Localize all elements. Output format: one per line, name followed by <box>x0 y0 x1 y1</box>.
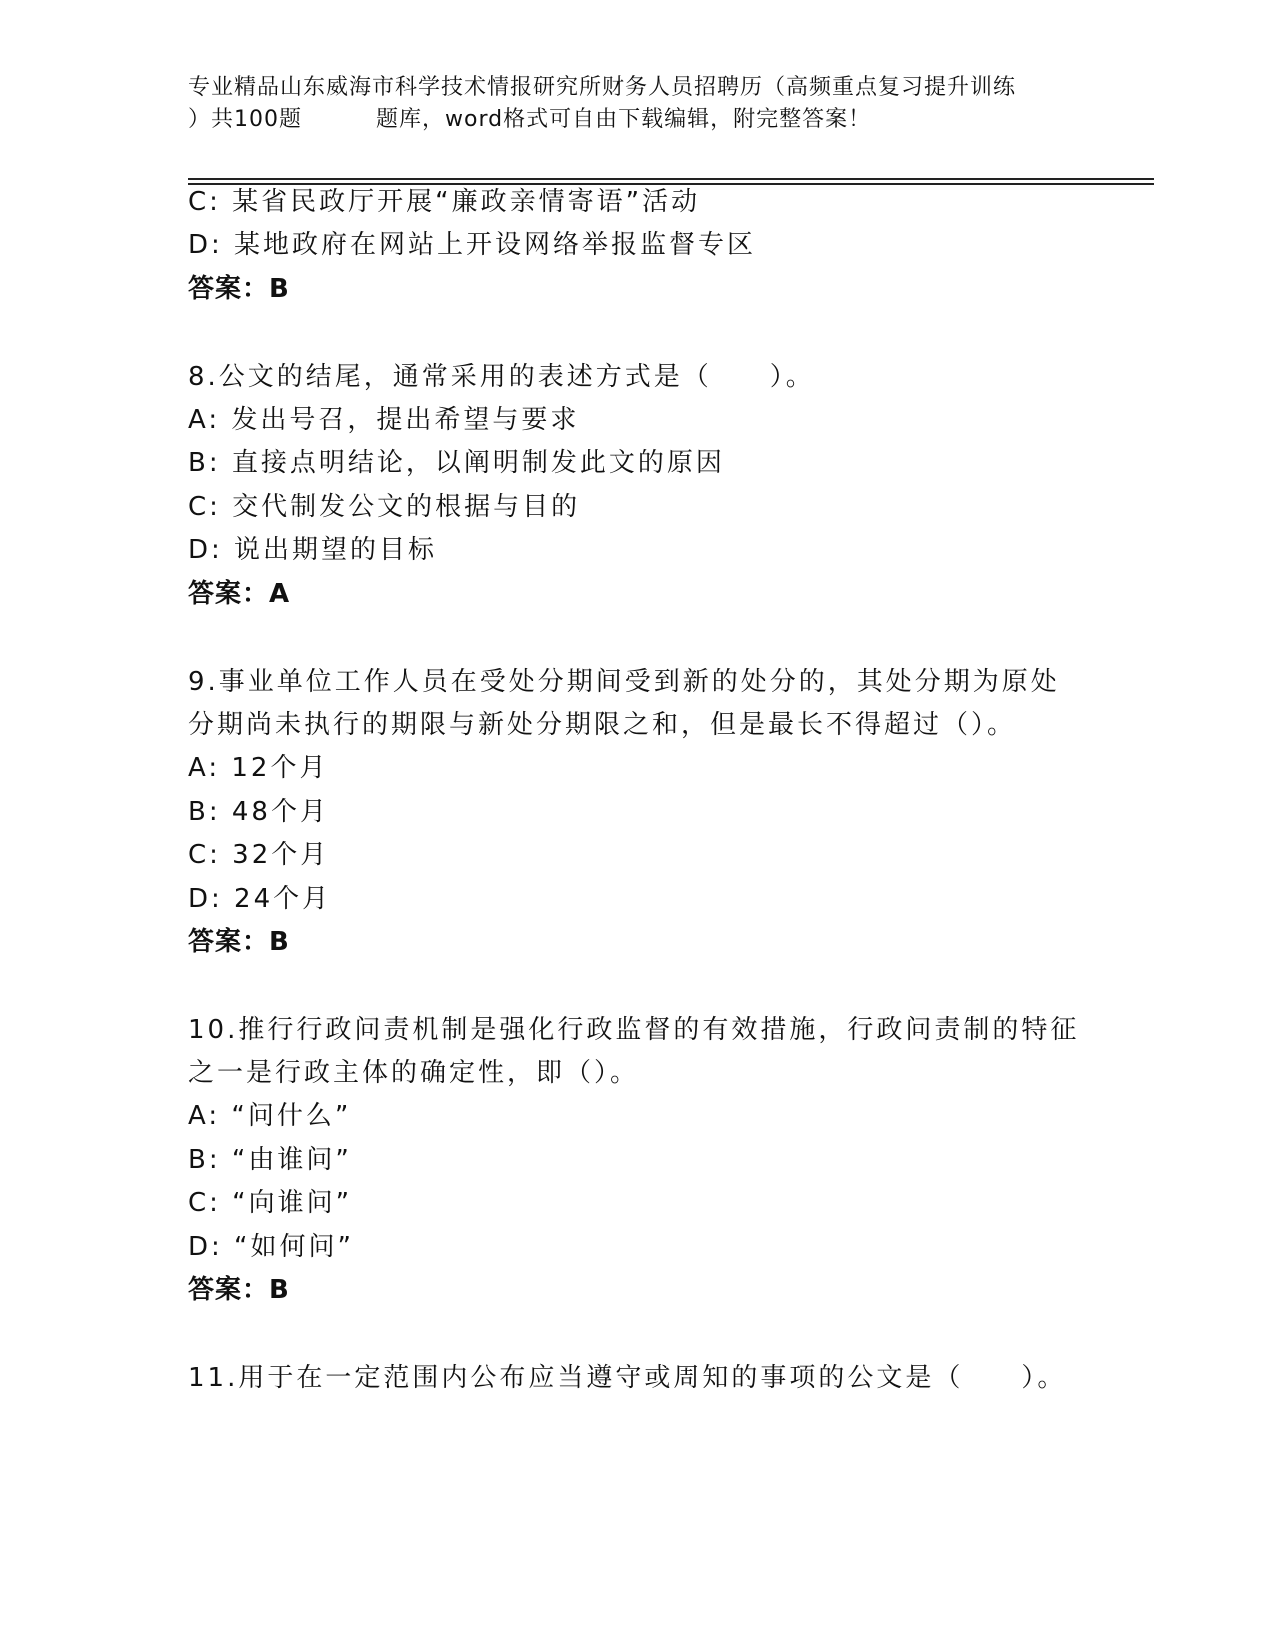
q10-option-d: D: “如何问” <box>188 1232 354 1262</box>
q9-option-d: D: 24个月 <box>188 884 332 914</box>
q10-option-a: A: “问什么” <box>188 1101 352 1131</box>
q9-option-c: C: 32个月 <box>188 840 330 870</box>
q9-option-b: B: 48个月 <box>188 797 329 827</box>
header-line-2 <box>188 104 1088 136</box>
q10-stem-line-1: 10.推行行政问责机制是强化行政监督的有效措施，行政问责制的特征 <box>188 1015 1080 1045</box>
q9-stem-line-1: 9.事业单位工作人员在受处分期间受到新的处分的，其处分期为原处 <box>188 667 1060 697</box>
header-line-2-part-1: ）共100题 <box>188 107 302 132</box>
q9-answer: 答案：B <box>188 927 290 957</box>
header-divider-top <box>188 178 1154 180</box>
q7-option-c: C: 某省民政厅开展“廉政亲情寄语”活动 <box>188 187 701 217</box>
q10-answer: 答案：B <box>188 1275 290 1305</box>
q8-option-a: A: 发出号召，提出希望与要求 <box>188 405 580 435</box>
q9-stem-line-2: 分期尚未执行的期限与新处分期限之和，但是最长不得超过（）。 <box>188 710 1017 740</box>
q11-stem: 11.用于在一定范围内公布应当遵守或周知的事项的公文是（ ）。 <box>188 1363 1067 1393</box>
header-line-1: 专业精品山东威海市科学技术情报研究所财务人员招聘历（高频重点复习提升训练 <box>188 75 1017 100</box>
q8-stem: 8.公文的结尾，通常采用的表述方式是（ ）。 <box>188 362 815 392</box>
q10-stem-line-2: 之一是行政主体的确定性，即（）。 <box>188 1058 640 1088</box>
q7-option-d: D: 某地政府在网站上开设网络举报监督专区 <box>188 230 757 260</box>
q8-option-c: C: 交代制发公文的根据与目的 <box>188 492 581 522</box>
q10-option-b: B: “由谁问” <box>188 1145 352 1175</box>
q8-option-b: B: 直接点明结论，以阐明制发此文的原因 <box>188 448 725 478</box>
q8-option-d: D: 说出期望的目标 <box>188 535 438 565</box>
document-header <box>188 72 1088 136</box>
q10-option-c: C: “向谁问” <box>188 1188 353 1218</box>
header-line-2-part-2: 题库，word格式可自由下载编辑，附完整答案！ <box>376 107 872 132</box>
q9-option-a: A: 12个月 <box>188 753 329 783</box>
q8-answer: 答案：A <box>188 579 291 609</box>
q7-answer: 答案：B <box>188 274 290 304</box>
